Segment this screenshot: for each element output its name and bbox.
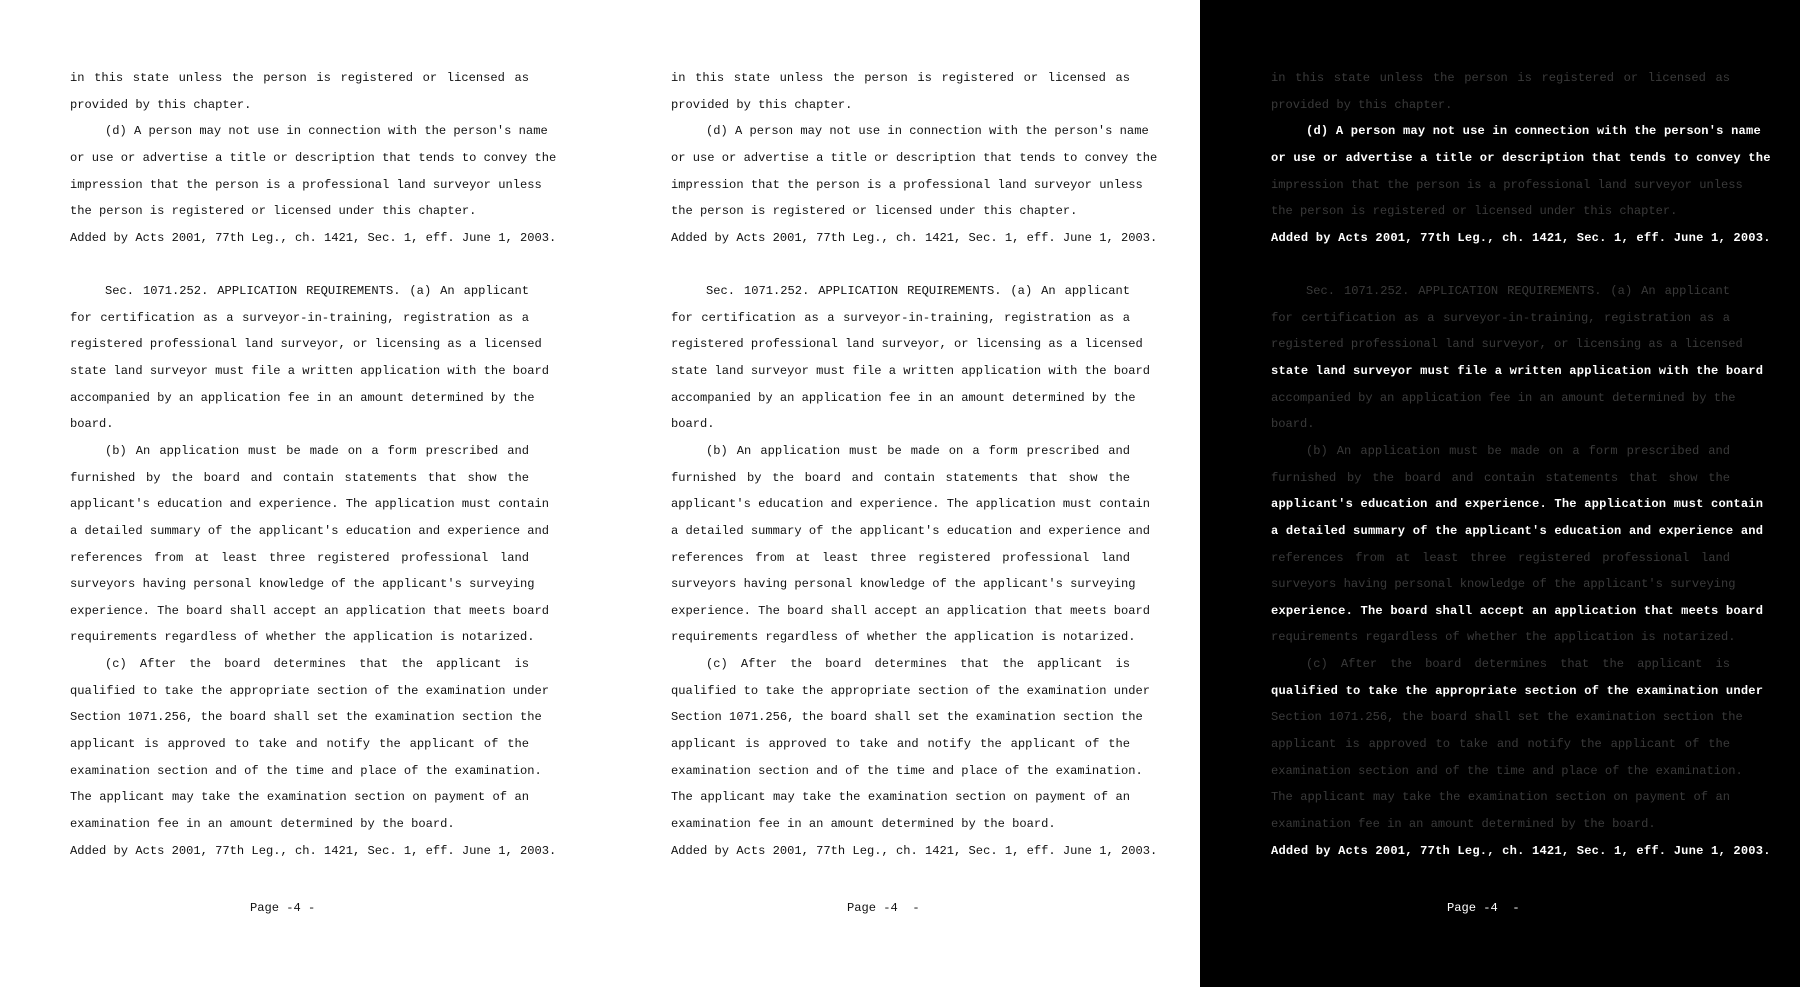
text-line: (c) After the board determines that the applicant is xyxy=(706,657,1130,672)
text-line: references from at least three registered professional land xyxy=(1271,550,1730,565)
text-line: board. xyxy=(70,417,114,432)
blank-line xyxy=(671,251,1130,278)
text-line: examination section and of the time and place of the examination. xyxy=(70,763,542,778)
text-line: Section 1071.256, the board shall set the examination section the xyxy=(671,710,1143,725)
text-line: in this state unless the person is registered or licensed as xyxy=(1271,71,1730,85)
text-line: The applicant may take the examination section on payment of an xyxy=(70,790,529,805)
text-line: provided by this chapter. xyxy=(70,97,252,112)
text-line: (c) After the board determines that the applicant is xyxy=(105,657,529,672)
text-line: registered professional land surveyor, or licensing as a licensed xyxy=(70,337,542,352)
text-line: requirements regardless of whether the application is notarized. xyxy=(671,630,1136,645)
text-line: The applicant may take the examination section on payment of an xyxy=(671,790,1130,805)
text-line: qualified to take the appropriate section of the examination under xyxy=(70,683,549,698)
text-line: examination fee in an amount determined by the board. xyxy=(70,816,455,831)
text-line: board. xyxy=(671,417,715,432)
text-line: (c) After the board determines that the applicant is xyxy=(1306,657,1730,672)
text-line: (d) A person may not use in connection with the person's name xyxy=(706,124,1149,139)
text-line: the person is registered or licensed under this chapter. xyxy=(70,204,477,219)
text-line: a detailed summary of the applicant's education and experience and xyxy=(1271,523,1764,538)
text-line: registered professional land surveyor, or licensing as a licensed xyxy=(1271,337,1743,352)
text-line: surveyors having personal knowledge of the applicant's surveying xyxy=(1271,577,1736,592)
text-line: experience. The board shall accept an application that meets board xyxy=(70,603,549,618)
text-line: furnished by the board and contain statements that show the xyxy=(671,470,1130,485)
document-text-block xyxy=(671,65,1158,864)
text-line: The applicant may take the examination section on payment of an xyxy=(1271,790,1730,805)
text-line: Added by Acts 2001, 77th Leg., ch. 1421, Sec. 1, eff. June 1, 2003. xyxy=(671,843,1158,858)
text-line: experience. The board shall accept an application that meets board xyxy=(671,603,1150,618)
text-line: the person is registered or licensed under this chapter. xyxy=(1271,204,1678,219)
text-line: references from at least three registered professional land xyxy=(671,550,1130,565)
text-line: surveyors having personal knowledge of the applicant's surveying xyxy=(70,577,535,592)
text-line: a detailed summary of the applicant's education and experience and xyxy=(70,523,549,538)
text-line: provided by this chapter. xyxy=(671,97,853,112)
text-line: experience. The board shall accept an application that meets board xyxy=(1271,603,1764,618)
text-line: Added by Acts 2001, 77th Leg., ch. 1421, Sec. 1, eff. June 1, 2003. xyxy=(70,230,557,245)
text-line: applicant is approved to take and notify the applicant of the xyxy=(671,737,1130,752)
text-line: surveyors having personal knowledge of the applicant's surveying xyxy=(671,577,1136,592)
document-page-copy xyxy=(600,0,1200,987)
text-line: requirements regardless of whether the application is notarized. xyxy=(1271,630,1736,645)
text-line: in this state unless the person is registered or licensed as xyxy=(671,71,1130,85)
page-number: Page -4 - xyxy=(1447,901,1520,915)
text-line: registered professional land surveyor, or licensing as a licensed xyxy=(671,337,1143,352)
blank-line xyxy=(70,251,529,278)
blank-line xyxy=(1271,251,1730,278)
document-page-inverted xyxy=(1200,0,1800,987)
document-page-original xyxy=(0,0,600,987)
text-line: examination section and of the time and place of the examination. xyxy=(671,763,1143,778)
text-line: for certification as a surveyor-in-training, registration as a xyxy=(70,310,529,325)
text-line: applicant's education and experience. The application must contain xyxy=(70,497,549,512)
text-line: (d) A person may not use in connection with the person's name xyxy=(1306,124,1761,139)
text-line: or use or advertise a title or description that tends to convey the xyxy=(70,150,557,165)
text-line: requirements regardless of whether the application is notarized. xyxy=(70,630,535,645)
text-line: (b) An application must be made on a form prescribed and xyxy=(706,443,1130,458)
text-line: impression that the person is a professional land surveyor unless xyxy=(70,177,542,192)
text-line: Added by Acts 2001, 77th Leg., ch. 1421, Sec. 1, eff. June 1, 2003. xyxy=(1271,843,1771,858)
text-line: applicant's education and experience. The application must contain xyxy=(1271,497,1764,512)
text-line: qualified to take the appropriate section of the examination under xyxy=(671,683,1150,698)
page-number: Page -4 - xyxy=(250,901,316,915)
text-line: accompanied by an application fee in an amount determined by the xyxy=(671,390,1136,405)
text-line: Sec. 1071.252. APPLICATION REQUIREMENTS. (a) An applicant xyxy=(105,284,529,299)
text-line: state land surveyor must file a written application with the board xyxy=(1271,364,1764,379)
text-line: for certification as a surveyor-in-training, registration as a xyxy=(671,310,1130,325)
text-line: or use or advertise a title or description that tends to convey the xyxy=(1271,150,1771,165)
page-number: Page -4 - xyxy=(847,901,920,915)
text-line: accompanied by an application fee in an amount determined by the xyxy=(1271,390,1736,405)
text-line: (b) An application must be made on a form prescribed and xyxy=(1306,443,1730,458)
text-line: a detailed summary of the applicant's education and experience and xyxy=(671,523,1150,538)
text-line: in this state unless the person is registered or licensed as xyxy=(70,71,529,85)
text-line: Section 1071.256, the board shall set the examination section the xyxy=(1271,710,1743,725)
text-line: for certification as a surveyor-in-training, registration as a xyxy=(1271,310,1730,325)
text-line: accompanied by an application fee in an amount determined by the xyxy=(70,390,535,405)
text-line: (b) An application must be made on a form prescribed and xyxy=(105,443,529,458)
text-line: Section 1071.256, the board shall set the examination section the xyxy=(70,710,542,725)
document-text-block xyxy=(70,65,557,864)
text-line: or use or advertise a title or description that tends to convey the xyxy=(671,150,1158,165)
text-line: impression that the person is a professional land surveyor unless xyxy=(1271,177,1743,192)
text-line: furnished by the board and contain statements that show the xyxy=(70,470,529,485)
text-line: examination fee in an amount determined by the board. xyxy=(1271,816,1656,831)
text-line: (d) A person may not use in connection with the person's name xyxy=(105,124,548,139)
document-text-block xyxy=(1271,65,1771,864)
text-line: state land surveyor must file a written application with the board xyxy=(70,364,549,379)
text-line: applicant is approved to take and notify the applicant of the xyxy=(1271,737,1730,752)
text-line: Added by Acts 2001, 77th Leg., ch. 1421, Sec. 1, eff. June 1, 2003. xyxy=(70,843,557,858)
text-line: applicant is approved to take and notify the applicant of the xyxy=(70,737,529,752)
text-line: applicant's education and experience. The application must contain xyxy=(671,497,1150,512)
text-line: examination fee in an amount determined by the board. xyxy=(671,816,1056,831)
text-line: references from at least three registered professional land xyxy=(70,550,529,565)
text-line: impression that the person is a professional land surveyor unless xyxy=(671,177,1143,192)
text-line: the person is registered or licensed under this chapter. xyxy=(671,204,1078,219)
text-line: Added by Acts 2001, 77th Leg., ch. 1421, Sec. 1, eff. June 1, 2003. xyxy=(671,230,1158,245)
text-line: state land surveyor must file a written application with the board xyxy=(671,364,1150,379)
text-line: Sec. 1071.252. APPLICATION REQUIREMENTS. (a) An applicant xyxy=(706,284,1130,299)
text-line: qualified to take the appropriate section of the examination under xyxy=(1271,683,1764,698)
text-line: provided by this chapter. xyxy=(1271,97,1453,112)
text-line: Added by Acts 2001, 77th Leg., ch. 1421, Sec. 1, eff. June 1, 2003. xyxy=(1271,230,1771,245)
text-line: examination section and of the time and place of the examination. xyxy=(1271,763,1743,778)
text-line: furnished by the board and contain statements that show the xyxy=(1271,470,1730,485)
text-line: board. xyxy=(1271,417,1315,432)
text-line: Sec. 1071.252. APPLICATION REQUIREMENTS. (a) An applicant xyxy=(1306,284,1730,299)
